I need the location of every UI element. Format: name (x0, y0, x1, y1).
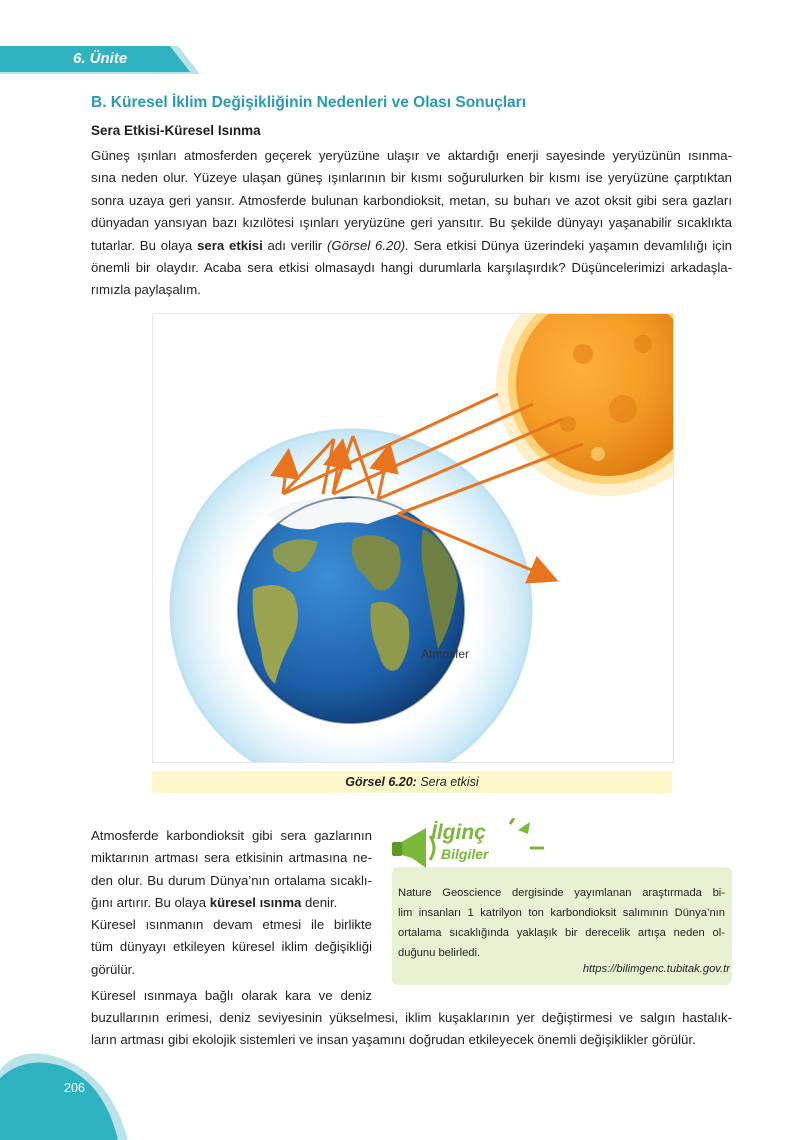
info-line: lim insanları 1 katrilyon ton karbondioksit salımının Dünya’nın (398, 907, 725, 919)
info-line: duğunu belirledi. (398, 947, 481, 959)
paragraph-line: görülür. (91, 961, 135, 977)
info-subtitle: Bilgiler (441, 846, 489, 862)
text-run: Sera etkisi Dünya üzerindeki yaşamın devamlılığı için (408, 237, 732, 253)
page-corner-decoration (0, 1050, 140, 1140)
caption-label: Görsel 6.20: (345, 775, 417, 789)
consequences-first-line: Küresel ısınmaya bağlı olarak kara ve deniz (91, 988, 372, 1003)
caption-text: Sera etkisi (416, 775, 479, 789)
paragraph-line: buzullarının erimesi, deniz seviyesinin yükselmesi, iklim kuşaklarının yer değiştirmesi ve salgın hastalık- (91, 1010, 732, 1025)
info-text (398, 883, 725, 963)
greenhouse-figure (152, 313, 674, 763)
paragraph-line (91, 235, 732, 257)
paragraph-line: Küresel ısınmanın devam etmesi ile birlikte (91, 917, 372, 932)
climate-change-paragraph (91, 914, 372, 981)
info-title: İlginç (431, 821, 486, 844)
paragraph-line: den olur. Bu durum Dünya’nın ortalama sıcaklı- (91, 872, 372, 888)
section-title: B. Küresel İklim Değişikliğinin Nedenleri ve Olası Sonuçları (91, 94, 527, 111)
text-run: adı verilir (262, 237, 328, 253)
paragraph-line: miktarının artması sera etkisinin artmasına ne- (91, 850, 372, 866)
paragraph-line: Güneş ışınları atmosferden geçerek yeryüzüne ulaşır ve aktardığı enerji sayesinde yeryüzünün ısınma- (91, 148, 732, 163)
info-source: https://bilimgenc.tubitak.gov.tr (582, 963, 730, 975)
earth-icon (238, 497, 464, 723)
term-sera-etkisi: sera etkisi (197, 237, 263, 253)
figure-caption (152, 771, 672, 793)
atmosphere-label: Atmosfer (421, 647, 470, 661)
unit-label: 6. Ünite (73, 50, 128, 67)
global-warming-paragraph (91, 825, 372, 915)
info-line: Nature Geoscience dergisinde yayımlanan araştırmada bi- (398, 887, 725, 899)
text-run: denir. (301, 895, 338, 911)
intro-paragraph (91, 145, 732, 302)
paragraph-line: önemli bir olaydır. Acaba sera etkisi olmasaydı hangi durumlarla karşılaşırdık? Düşüncelerimizi arkadaşla- (91, 260, 732, 276)
paragraph-line (91, 892, 372, 914)
paragraph-line: ların artması gibi ekolojik sistemleri ve insan yaşamını doğrudan etkileyecek önemli değişiklikler görülür. (91, 1032, 696, 1048)
text-run: tutarlar. Bu olaya (91, 237, 198, 253)
subheading: Sera Etkisi-Küresel Isınma (91, 123, 261, 138)
consequences-paragraph (91, 1007, 732, 1052)
paragraph-line: sonra uzaya geri yansır. Atmosferde bulunan karbondioksit, metan, su buharı ve azot oksit gibi sera gazları (91, 192, 732, 208)
figure-reference: (Görsel 6.20). (327, 237, 409, 253)
paragraph-line: rımızla paylaşalım. (91, 282, 201, 298)
paragraph-line: sına neden olur. Yüzeye ulaşan güneş ışınlarının bir kısmı soğurulurken bir kısmı ise yeryüzüne çarptıktan (91, 170, 732, 186)
paragraph-line: dünyadan yansıyan bazı kızılötesi ışınları yeryüzüne geri yansıtır. Bu şekilde dünyayı yaşanabilir sıcaklıkta (91, 215, 732, 231)
page-number: 206 (64, 1081, 85, 1095)
text-run: ğını artırır. Bu olaya (91, 895, 210, 911)
paragraph-line: Atmosferde karbondioksit gibi sera gazlarının (91, 828, 372, 843)
sun-icon (496, 314, 673, 496)
paragraph-line: tüm dünyayı etkileyen küresel iklim değişikliği (91, 939, 372, 955)
info-line: ortalama sıcaklığında yaklaşık bir derecelik artışa neden ol- (398, 927, 725, 939)
term-kuresel-isinma: küresel ısınma (209, 895, 302, 911)
